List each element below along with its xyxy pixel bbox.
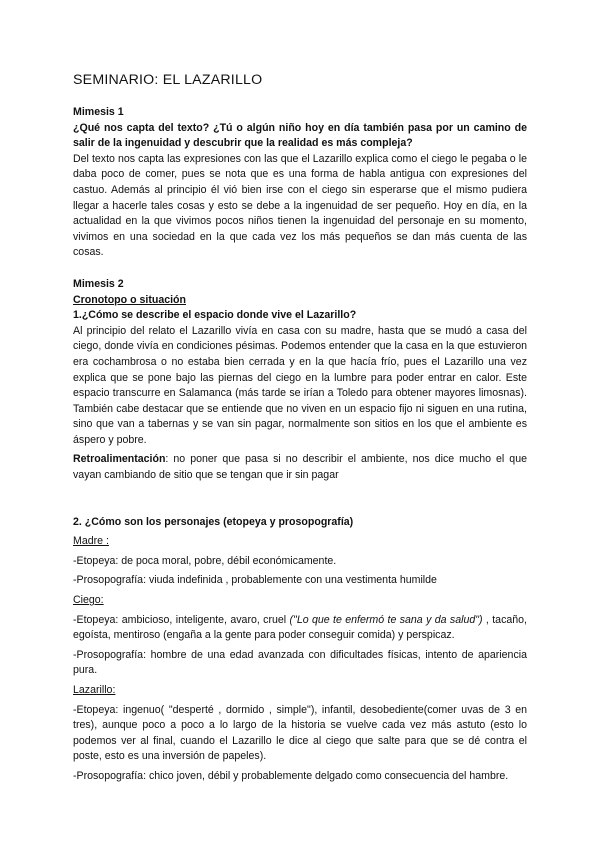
mimesis2-heading: Mimesis 2 — [73, 277, 124, 290]
feedback-label: Retroalimentación — [73, 453, 166, 466]
mimesis1-answer: Del texto nos capta las expresiones con las que el Lazarillo explica como el ciego le pegaba o le daba poco de comer, pues se nota que es una forma de habla antigua con expresiones del castuo. Además al principio él vió bien irse con el ciego sin esperarse que el mismo pudiera llegar a hacerle tales cosas y esto se debe a la ingenuidad de ser pequeño. Hoy en día, en la actualidad en la que vivimos pocos niños tienen la ingenuidad del personaje en su momento, vivimos en una sociedad en la que cada vez los más pequeños se dan más cuenta de las cosas. — [73, 152, 527, 259]
mimesis2-question-1: 1.¿Cómo se describe el espacio donde vive el Lazarillo? — [73, 309, 357, 322]
madre-prosopografia: -Prosopografía: viuda indefinida , probablemente con una vestimenta humilde — [73, 574, 437, 587]
ciego-prosopografia: -Prosopografía: hombre de una edad avanzada con dificultades físicas, intento de apariencia pura. — [73, 648, 527, 677]
ciego-etopeya-quote: ("Lo que te enfermó te sana y da salud") — [289, 613, 483, 626]
character-madre-name: Madre : — [73, 535, 109, 548]
ciego-etopeya — [73, 613, 527, 644]
mimesis2-answer-1: Al principio del relato el Lazarillo vivía en casa con su madre, hasta que se mudó a casa del ciego, donde vivía en condiciones pésimas. Podemos entender que la casa en la que estuvieron era cochambrosa o no estaba bien cerrada y en la que hacía frío, pues el Lazarillo una vez explica que se pone bajo las piernas del ciego en la lumbre para poder entrar en calor. Este espacio transcurre en Salamanca (más tarde se irían a Toledo para obtener mayores limosnas). También cabe destacar que se entiende que no viven en un espacio fijo ni siguen en una rutina, sino que van a tabernas y se van sin pagar, normalmente son sitios en los que el ambiente es áspero y pobre. — [73, 324, 527, 446]
mimesis2-question-2: 2. ¿Cómo son los personajes (etopeya y prosopografía) — [73, 515, 354, 528]
madre-etopeya: -Etopeya: de poca moral, pobre, débil económicamente. — [73, 554, 337, 567]
feedback-paragraph — [73, 452, 527, 483]
ciego-etopeya-pre: -Etopeya: ambicioso, inteligente, avaro, cruel — [73, 613, 290, 626]
mimesis2-subheading: Cronotopo o situación — [73, 293, 186, 306]
character-ciego-name: Ciego: — [73, 594, 104, 607]
lazarillo-etopeya: -Etopeya: ingenuo( "desperté , dormido , simple"), infantil, desobediente(comer uvas de 3 en tres), aunque poco a poco a lo largo de la historia se vuelve cada vez más astuto (esto lo podemos ver al final, cuando el Lazarillo le dice al ciego que salte para que se dé contra el poste, esto es una inversión de papeles). — [73, 703, 527, 763]
ciego-etopeya-post: , tacaño, egoísta, mentiroso (engaña a la gente para poder conseguir comida) y perspicaz. — [73, 613, 527, 642]
mimesis1-heading: Mimesis 1 — [73, 106, 124, 118]
mimesis1-question: ¿Qué nos capta del texto? ¿Tú o algún niño hoy en día también pasa por un camino de salir de la ingenuidad y descubrir que la realidad es más compleja? — [73, 121, 527, 150]
document-title: SEMINARIO: EL LAZARILLO — [73, 72, 263, 88]
feedback-text: : no poner que pasa si no describir el ambiente, nos dice mucho el que vayan cambiando de sitio que se tengan que ir sin pagar — [73, 453, 527, 482]
character-lazarillo-name: Lazarillo: — [73, 684, 116, 696]
lazarillo-prosopografia: -Prosopografía: chico joven, débil y probablemente delgado como consecuencia del hambre. — [73, 769, 509, 782]
document-content — [73, 70, 527, 785]
